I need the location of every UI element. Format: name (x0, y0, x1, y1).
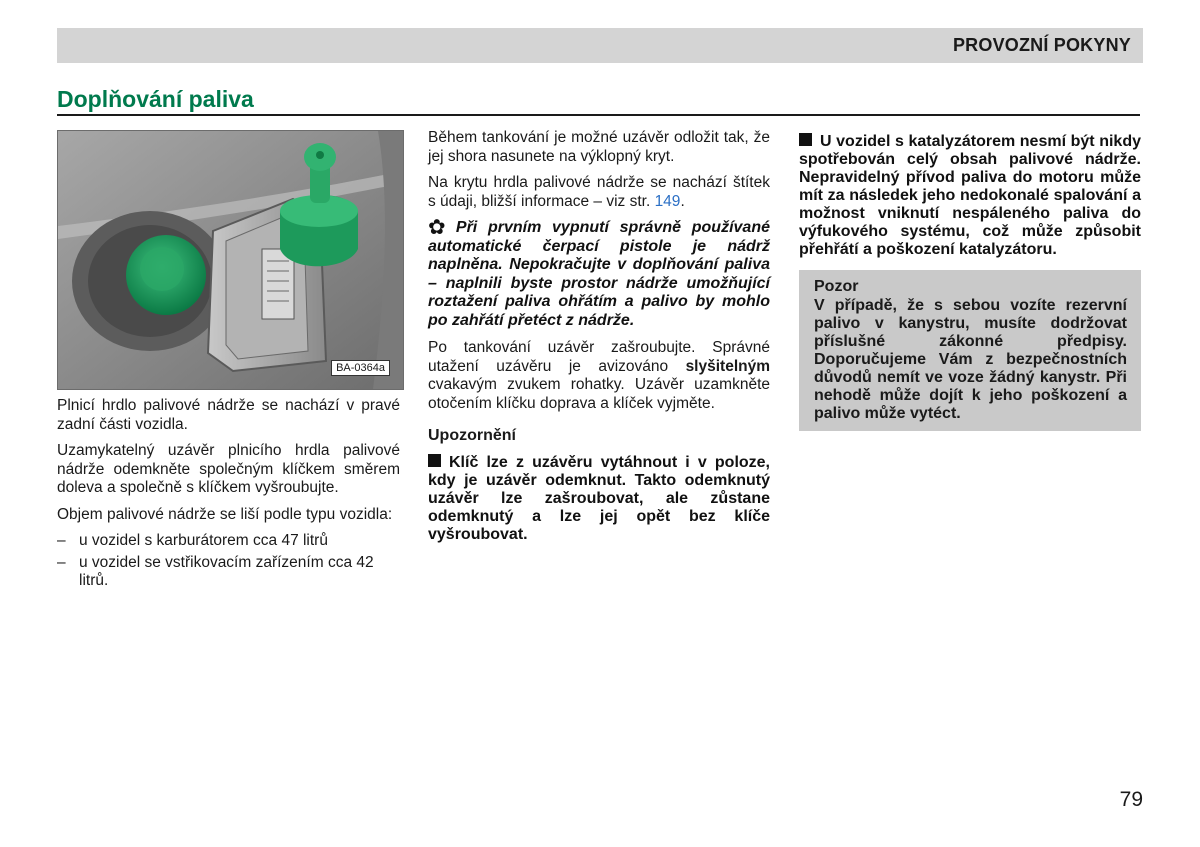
figure-label: BA-0364a (331, 360, 390, 376)
column-left (57, 397, 400, 594)
environment-note: ✿ Při prvním vypnutí správně používané automatické čerpací pistole je nádrž naplněna. Nepokračujte v doplňování paliva – naplnili byste prostor nádrže umožňující roztažení paliva ohřátím a palivo by mohlo po zahřátí přetéct z nádrže. (428, 216, 770, 329)
tank-volume-list (57, 532, 400, 591)
caution-box-text: V případě, že s sebou vozíte rezervní palivo v kanystru, musíte dodržovat příslušné zákonné předpisy. Doporučujeme Vám z bezpečnostních důvodů nemít ve voze žádný kanystr. Při nehodě může dojít k jeho poškození a palivo může vytéct. (814, 297, 1127, 422)
column-middle (428, 129, 770, 544)
page-title: Doplňování paliva (57, 86, 254, 112)
title-divider (57, 114, 1140, 116)
warning-square-icon (428, 454, 441, 467)
paragraph-sticker-info: Na krytu hrdla palivové nádrže se nachází štítek s údaji, bližší informace – viz str. 149. (428, 174, 770, 210)
fuel-filler-drawing (58, 131, 403, 389)
page-number: 79 (1119, 788, 1143, 811)
paragraph-tighten-cap: Po tankování uzávěr zašroubujte. Správné utažení uzávěru je avizováno slyšitelným cvakavým zvukem rohatky. Uzávěr uzamkněte otočením klíčku doprava a klíček vyjměte. (428, 339, 770, 412)
paragraph-filler-location: Plnicí hrdlo palivové nádrže se nachází v pravé zadní části vozidla. (57, 397, 400, 433)
caution-box (799, 270, 1141, 431)
header-band (57, 28, 1143, 63)
caution-box-title: Pozor (814, 278, 859, 295)
paragraph-tank-volume: Objem palivové nádrže se liší podle typu vozidla: (57, 505, 393, 523)
list-item: – u vozidel s karburátorem cca 47 litrů (57, 532, 328, 549)
caution-heading: Upozornění (428, 427, 516, 444)
page-reference-link[interactable]: 149 (654, 192, 681, 210)
key-warning: Klíč lze z uzávěru vytáhnout i v poloze, kdy je uzávěr odemknut. Takto odemknutý uzávěr lze zašroubovat, ale zůstane odemknutý a lze jej opět bez klíče vyšroubovat. (428, 453, 770, 543)
paragraph-cap-placement: Během tankování je možné uzávěr odložit tak, že jej shora nasunete na výklopný kryt. (428, 129, 770, 165)
column-right (799, 133, 1141, 431)
fuel-info-sticker (262, 249, 294, 319)
environment-flower-icon: ✿ (428, 216, 452, 239)
paragraph-unlock-cap: Uzamykatelný uzávěr plnicího hrdla palivové nádrže odemkněte společným klíčkem směrem doleva a společně s klíčkem vyšroubujte. (57, 442, 400, 496)
catalyst-warning: U vozidel s katalyzátorem nesmí být nikdy spotřebován celý obsah palivové nádrže. Nepravidelný přívod paliva do motoru může mít za následek jeho nedokonalé spalování a možnost vniknutí nespáleného paliva do výfukového systému, což může způsobit přehřátí a poškození katalyzátoru. (799, 133, 1141, 258)
filler-neck-highlight (140, 247, 184, 291)
fuel-filler-illustration (57, 130, 404, 390)
section-label: PROVOZNÍ POKYNY (952, 35, 1131, 55)
warning-square-icon (799, 133, 812, 146)
list-item: – u vozidel se vstřikovacím zařízením cca 42 litrů. (57, 553, 374, 589)
